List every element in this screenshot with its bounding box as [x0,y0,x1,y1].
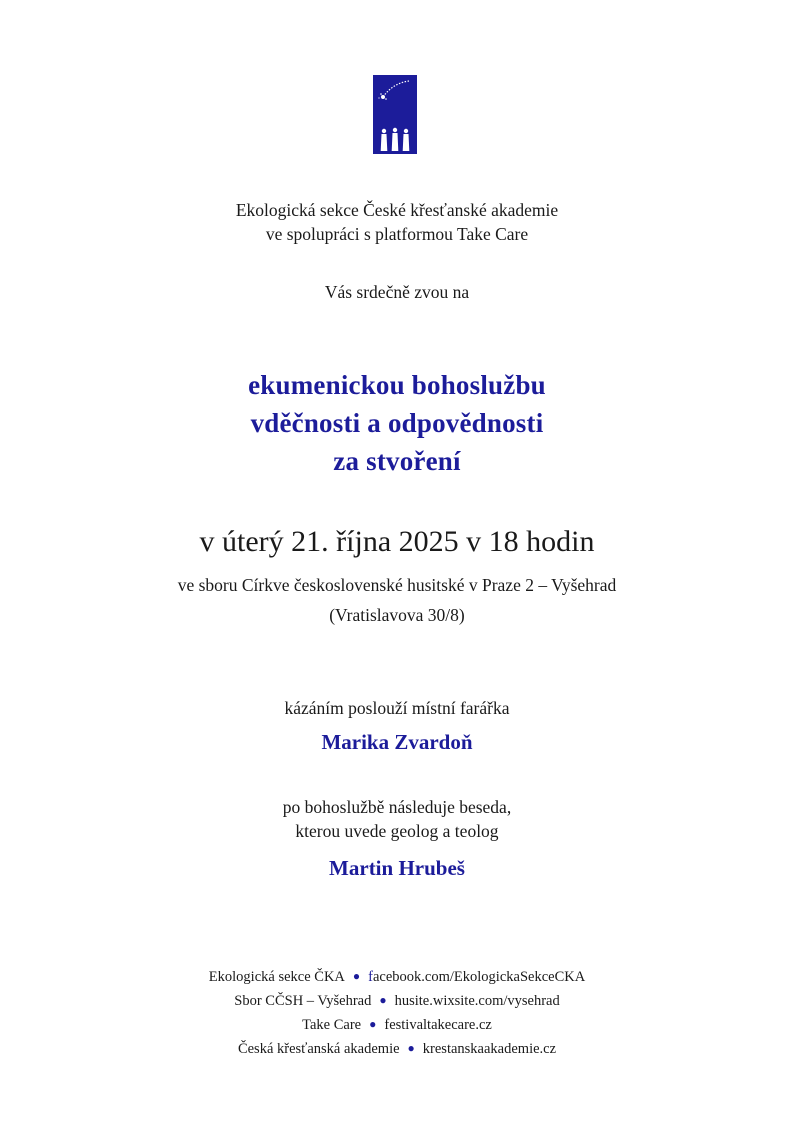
contacts-block [0,965,794,1061]
event-title-line-2: vděčnosti a odpovědnosti [250,408,544,438]
contact-link[interactable]: husite.wixsite.com/vysehrad [394,993,560,1009]
contact-line [0,1037,794,1061]
organizer-block [0,198,794,246]
contact-org: Ekologická sekce ČKA [208,969,345,985]
contact-line [0,965,794,989]
venue-address: (Vratislavova 30/8) [329,605,465,625]
contact-link[interactable]: festivaltakecare.cz [384,1017,492,1033]
discussion-block [0,795,794,843]
event-title-line-1: ekumenickou bohoslužbu [248,370,546,400]
cka-logo-icon [373,75,417,154]
preacher-intro: kázáním poslouží místní farářka [284,698,510,718]
contact-link[interactable]: krestanskaakademie.cz [422,1041,557,1057]
contact-line [0,989,794,1013]
contact-org: Sbor CČSH – Vyšehrad [234,993,372,1009]
bullet-icon: ● [379,993,387,1007]
bullet-icon: ● [352,969,361,983]
bullet-icon: ● [407,1041,415,1055]
bullet-icon: ● [369,1017,377,1031]
discussion-line-1: po bohoslužbě následuje beseda, [282,797,512,817]
organizer-line-2: ve spolupráci s platformou Take Care [265,224,529,244]
speaker-name: Martin Hrubeš [329,856,465,880]
preacher-name: Marika Zvardoň [321,730,473,754]
venue-line-1: ve sboru Církve československé husitské v Praze 2 – Vyšehrad [177,575,617,595]
organizer-line-1: Ekologická sekce České křesťanské akademie [235,200,559,220]
invite-text: Vás srdečně zvou na [324,282,470,302]
venue-block [0,570,794,630]
event-title [0,366,794,480]
discussion-line-2: kterou uvede geolog a teolog [295,821,499,841]
contact-org: Česká křesťanská akademie [237,1041,400,1057]
contact-link-first-letter: f [368,969,373,985]
contact-link[interactable] [368,965,585,989]
contact-line [0,1013,794,1037]
contact-org: Take Care [302,1017,362,1033]
event-datetime: v úterý 21. října 2025 v 18 hodin [199,525,595,558]
contact-link-rest: acebook.com/EkologickaSekceCKA [373,969,586,985]
event-title-line-3: za stvoření [333,446,461,476]
